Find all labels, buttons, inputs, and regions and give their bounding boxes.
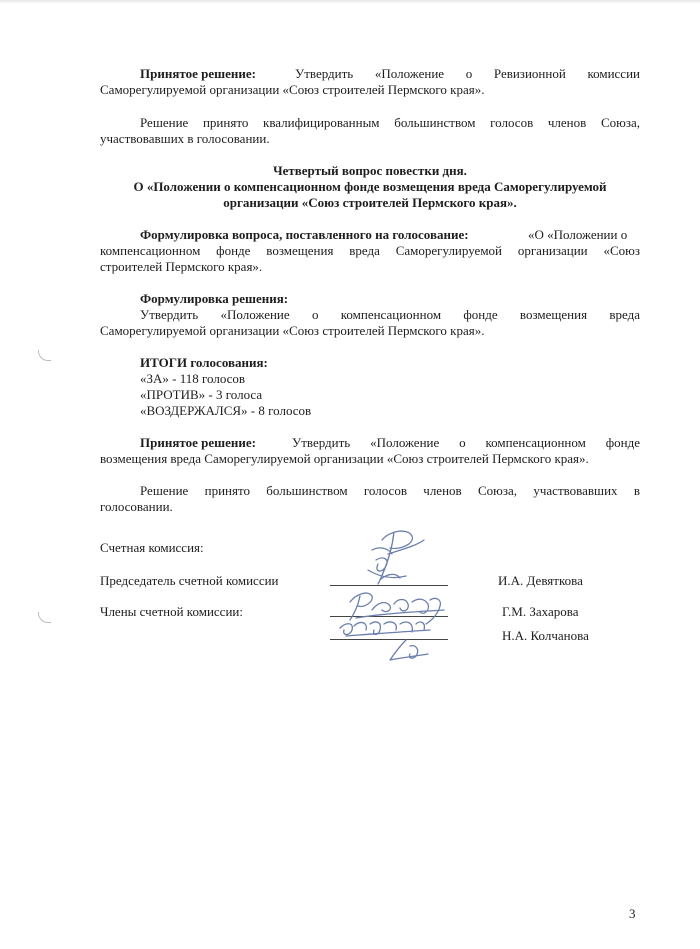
signature-member-1 [350,593,444,624]
vote-against: «ПРОТИВ» - 3 голоса [140,387,263,402]
agenda-heading: О «Положении о компенсационном фонде возмещения вреда Саморегулируемой [133,179,607,194]
vote-abstain: «ВОЗДЕРЖАЛСЯ» - 8 голосов [140,403,312,418]
voting-label: ИТОГИ голосования: [140,355,268,370]
members-label: Члены счетной комиссии: [100,604,243,619]
punch-hole-mark [38,350,51,361]
punch-hole-mark [38,612,51,623]
decision-line: Утвердить «Положение о Ревизионной комиссии [295,66,640,81]
member-name: Н.А. Колчанова [502,628,589,643]
signature-member-2 [340,622,430,660]
agenda-heading: Четвертый вопрос повестки дня. [273,163,467,178]
decision-label: Принятое решение: [140,435,256,450]
decision-line: Утвердить «Положение о компенсационном фонде [292,435,640,450]
question-line: «О «Положении о [528,227,628,242]
question-label: Формулировка вопроса, поставленного на голосование: [140,227,469,242]
commission-title: Счетная комиссия: [100,540,204,555]
question-line: компенсационном фонде возмещения вреда Саморегулируемой организации «Союз [100,243,640,258]
member-name: Г.М. Захарова [502,604,579,619]
result-line: Решение принято большинством голосов членов Союза, участвовавших в [140,483,640,498]
wording-label: Формулировка решения: [140,291,289,306]
decision-line: возмещения вреда Саморегулируемой организации «Союз строителей Пермского края». [100,451,589,466]
decision-label: Принятое решение: [140,66,256,81]
wording-line: Саморегулируемой организации «Союз строителей Пермского края». [100,323,485,338]
page-number: 3 [629,906,636,921]
result-line: участвовавших в голосовании. [100,131,270,146]
vote-for: «ЗА» - 118 голосов [140,371,246,386]
chair-name: И.А. Девяткова [498,573,583,588]
chair-label: Председатель счетной комиссии [100,573,279,588]
decision-paragraph-1 [140,66,256,81]
signature-chair [368,531,424,584]
handwritten-signatures [320,510,470,670]
wording-line: Утвердить «Положение о компенсационном фонде возмещения вреда [140,307,640,322]
scan-edge [0,0,700,4]
result-line: Решение принято квалифицированным большинством голосов членов Союза, [140,115,640,130]
decision-line: Саморегулируемой организации «Союз строителей Пермского края». [100,82,485,97]
agenda-heading: организации «Союз строителей Пермского края». [223,195,517,210]
question-line: строителей Пермского края». [100,259,263,274]
result-line: голосовании. [100,499,173,514]
